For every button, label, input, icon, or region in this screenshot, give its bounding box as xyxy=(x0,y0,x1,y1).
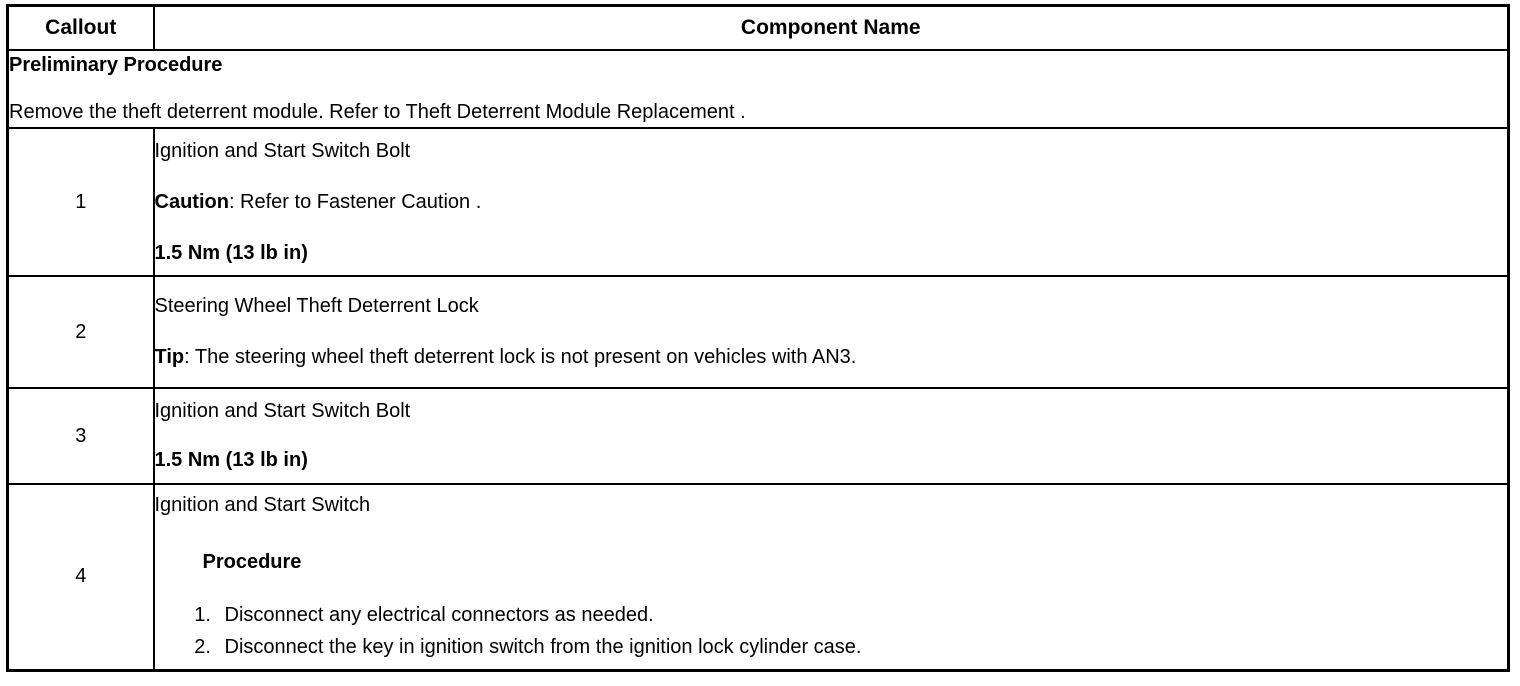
callout-number: 4 xyxy=(8,484,154,670)
component-name-text: Ignition and Start Switch Bolt xyxy=(154,139,411,162)
procedure-heading: Procedure xyxy=(202,550,302,573)
table-row xyxy=(8,388,1509,484)
table-row xyxy=(8,128,1509,276)
preliminary-procedure-row xyxy=(8,50,1509,128)
procedure-step-list xyxy=(155,599,1508,663)
table-header-row xyxy=(8,6,1509,51)
caution-label: Caution xyxy=(154,190,229,213)
caution-text: : Refer to Fastener Caution . xyxy=(228,190,482,213)
callout-number: 1 xyxy=(8,128,154,276)
preliminary-procedure-text: Remove the theft deterrent module. Refer to Theft Deterrent Module Replacement . xyxy=(9,101,746,123)
column-header-component-name: Component Name xyxy=(154,6,1509,51)
callout-number: 3 xyxy=(8,388,154,484)
component-description xyxy=(154,128,1509,276)
component-name-text: Steering Wheel Theft Deterrent Lock xyxy=(154,295,479,317)
table-header xyxy=(8,6,1509,51)
torque-spec: 1.5 Nm (13 lb in) xyxy=(154,449,308,471)
component-name-text: Ignition and Start Switch xyxy=(154,493,371,516)
component-table xyxy=(6,4,1510,672)
tip-note xyxy=(155,343,1508,372)
table-body xyxy=(8,50,1509,670)
preliminary-procedure-cell xyxy=(8,50,1509,128)
table-row xyxy=(8,276,1509,388)
component-description xyxy=(154,388,1509,484)
torque-spec: 1.5 Nm (13 lb in) xyxy=(154,241,308,264)
table-row xyxy=(8,484,1509,670)
component-description xyxy=(154,484,1509,670)
callout-number: 2 xyxy=(8,276,154,388)
column-header-callout: Callout xyxy=(8,6,154,51)
component-name-text: Ignition and Start Switch Bolt xyxy=(154,400,411,422)
tip-text: : The steering wheel theft deterrent lock is not present on vehicles with AN3. xyxy=(184,346,857,368)
preliminary-procedure-title: Preliminary Procedure xyxy=(9,54,223,76)
caution-note xyxy=(155,188,1508,217)
list-item: 2. Disconnect the key in ignition switch from the ignition lock cylinder case. xyxy=(217,631,1508,663)
component-description xyxy=(154,276,1509,388)
list-item: 1. Disconnect any electrical connectors as needed. xyxy=(217,599,1508,631)
tip-label: Tip xyxy=(154,346,185,368)
